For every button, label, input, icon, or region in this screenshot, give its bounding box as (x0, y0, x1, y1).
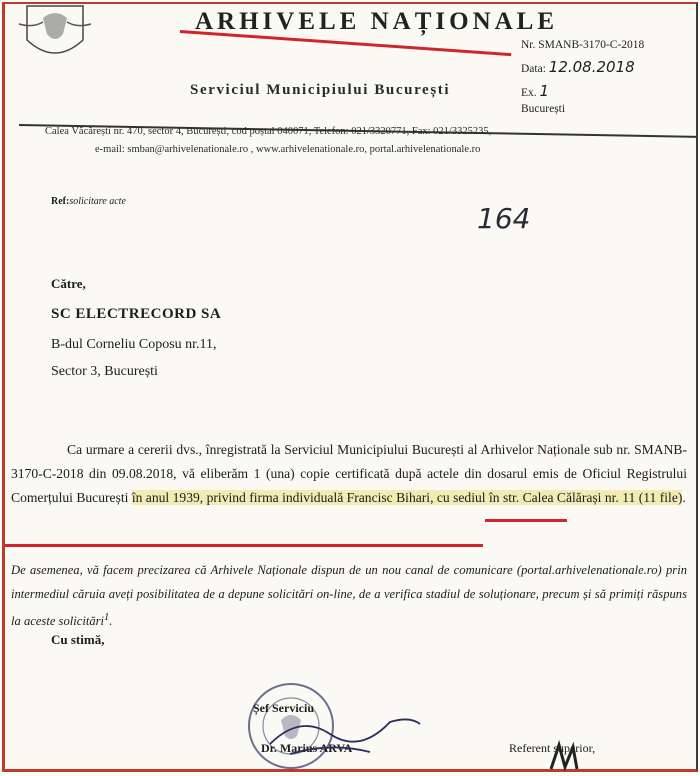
registration-block (521, 34, 644, 114)
recipient-label: Către, (51, 276, 86, 291)
closing-greeting: Cu stimă, (51, 632, 105, 647)
referent-title: Referent superior, (509, 741, 596, 755)
p1-text: Ca urmare a cererii dvs., înregistrată la Serviciul Municipiului București al Arhivelor Naționale sub nr. SMANB-3170-C-2018 din 09.08.2018, vă eliberăm 1 (una) copie certificată după actele din dosarul emis de Oficiul Registrului Comerțului București (11, 442, 687, 505)
coat-of-arms-emblem (13, 4, 97, 66)
document-page (2, 2, 698, 772)
reference-value: solicitare acte (69, 196, 126, 207)
service-name: Serviciul Municipiului București (190, 82, 451, 98)
address-line: Calea Văcărești nr. 470, sector 4, București, cod poștal 040071, Telefon: 021/3320771, Fax: 021/3325235, (45, 126, 492, 137)
signatory-name: Dr. Marius ARVA (261, 741, 353, 755)
city: București (521, 103, 566, 115)
reference-label: Ref: (51, 196, 70, 207)
contact-line: e-mail: smban@arhivelenationale.ro , www.arhivelenationale.ro, portal.arhivelenationale.ro (95, 144, 481, 155)
ex-line (521, 80, 644, 104)
signature-scribble (260, 694, 430, 774)
ex-value: 1 (539, 82, 550, 100)
handwritten-number: 164 (477, 202, 531, 235)
date-value: 12.08.2018 (548, 58, 635, 76)
signatory-title: Șef Serviciu (253, 701, 314, 715)
institution-title: ARHIVELE NAȚIONALE (195, 8, 559, 35)
registration-number: Nr. SMANB-3170-C-2018 (521, 39, 645, 51)
date-label: Data: (521, 63, 546, 75)
signature-scribble (545, 739, 585, 775)
red-underline (5, 544, 483, 547)
footnote-marker: 1 (104, 612, 110, 623)
body-paragraph-1: Ca urmare a cererii dvs., înregistrată la Serviciul Municipiului București al Arhivelor Naționale sub nr. SMANB-3170-C-2018 din 09.08.2018, vă eliberăm 1 (una) copie certificată după actele din dosarul emis de Oficiul Registrului Comerțului București în anul 1939, privind firma individuală Francisc Bihari, cu sediul în str. Calea Călărași nr. 11 (11 file). (11, 442, 687, 505)
reference (51, 196, 126, 207)
ex-label: Ex. (521, 87, 537, 99)
highlighted-text: în anul 1939, privind firma individuală Francisc Bihari, cu sediul în str. Calea Călărași nr. 11 (11 file) (131, 490, 683, 505)
recipient-street: B-dul Corneliu Coposu nr.11, (51, 337, 217, 352)
recipient-district: Sector 3, București (51, 364, 158, 379)
date-line (521, 56, 644, 80)
red-underline (485, 519, 567, 522)
recipient-company: SC ELECTRECORD SA (51, 306, 222, 322)
body-paragraph-2: De asemenea, vă facem precizarea că Arhivele Naționale dispun de un nou canal de comunicare (portal.arhivelenationale.ro) prin intermediul căruia aveți posibilitatea de a depune solicitări on-line, de a verifica stadiul de soluționare, precum și să primiți răspuns la aceste solicitări$^1$. (11, 563, 687, 629)
p2-text: De asemenea, vă facem precizarea că Arhivele Naționale dispun de un nou canal de comunicare (portal.arhivelenationale.ro) prin intermediul căruia aveți posibilitatea de a depune solicitări on-line, de a verifica stadiul de soluționare, precum și să primiți răspuns la aceste solicitări (11, 563, 687, 629)
